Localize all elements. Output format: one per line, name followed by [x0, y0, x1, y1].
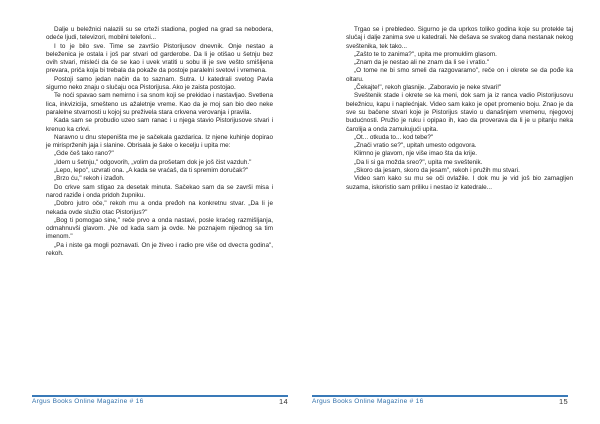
- paragraph: Video sam kako su mu se oči ovlažile. I dok mu je vid još bio zamagljen suzama, iskoristio sam priliku i nestao iz katedrale...: [346, 175, 573, 191]
- paragraph: Sveštenik stade i okrete se ka meni, dok sam ja iz ranca vadio Pistorijusovu beležnicu, kapu i naplećnjak. Video sam kako je opet promenio boju. Znao je da sve su bačene stvari koje je Pistorijus stavio u današnjem vremenu, njegovoj budućnosti. Pružio je ruku i opipao ih, kao da proverava da li je u pitanju neka čarolija a onda zamukujući upita.: [346, 92, 573, 133]
- paragraph: Do crkve sam stigao za desetak minuta. Sačekao sam da se završi misa i narod raziđe i onda pridoh župniku.: [46, 183, 273, 199]
- paragraph: Naravno u dnu stepeništa me je sačekala gazdarica. Iz njene kuhinje dopirao je mirisprženih jaja i slanine. Obrisala je šake o kecelju i upita me:: [46, 133, 273, 150]
- paragraph: „Znači vratio se?", upitah umesto odgovora.: [354, 142, 477, 150]
- paragraph: Te noći spavao sam nemirno i sa snom koji se prekidao i nastavljao. Svetlena lica, inkvizicija, smešteno us ažaletnje vreme. Kao da je moj san bio deo neke paralelne stvarnosti u kojoj su preživela stara crkvena verovanja i pravila.: [46, 92, 273, 116]
- paragraph: „Pa i niste ga mogli poznavati. On je živeo i radio pre više od dveста godina", rekoh.: [46, 241, 273, 258]
- left-page-text: [46, 26, 273, 258]
- paragraph: Dalje u beležnici nalazili su se crteži stadiona, pogled na grad sa neboderа, odeće ljudi, televizori, mobilni telefoni...: [46, 26, 273, 42]
- paragraph: „Zašto te to zanima?", upita me promuklim glasom.: [354, 50, 497, 58]
- paragraph: „Gde češ tako rano?": [54, 150, 114, 158]
- paragraph: „Brzo ću," rekoh i izađoh.: [54, 175, 125, 183]
- paragraph: Klimno je glavom, nje više imao šta da krije.: [354, 150, 478, 158]
- magazine-label: Argus Books Online Magazine # 16: [312, 398, 424, 405]
- page-footer: [32, 398, 288, 410]
- right-page-text: [346, 26, 573, 192]
- paragraph: „Lepo, lepo", uzvrati ona. „A kada se vraćaš, da ti spremim doručak?": [54, 167, 249, 175]
- paragraph: „Dobro jutro oče," rekoh mu a onda pređoh na konkretnu stvar. „Da li je nekada ovde služio otac Pistorijus?": [46, 200, 273, 216]
- page-footer: [312, 398, 568, 410]
- paragraph: Kada sam se probudio uzeo sam ranac i u njega stavio Pistorijusove stvari i krenuo ka crkvi.: [46, 117, 273, 133]
- paragraph: Postoji samo jedan način da to saznam. Sutra. U katedrali svetog Pavla sigurno neko znaju o slučaju oca Pistorijusa. Ako je zaista postojao.: [46, 75, 273, 92]
- page-number: 15: [559, 397, 568, 406]
- paragraph: „Idem u šetnju," odgovorih, „volim da prošetam dok je još čist vazduh.": [54, 158, 252, 166]
- right-page: [300, 0, 600, 424]
- magazine-label: Argus Books Online Magazine # 16: [32, 398, 144, 405]
- paragraph: Trgao se i prebledeo. Sigurno je da uprkos toliko godina koje su protekle taj slučaj i dalje zanima sve u katedrali. Ne dešava se svakog dana nestanak nekog sveštenika, tek tako...: [346, 26, 573, 50]
- footer-rule: [32, 395, 288, 397]
- paragraph: „Skoro da jesam, skoro da jesam", rekoh i pružih mu stvari.: [354, 167, 520, 175]
- paragraph: „O tome ne bi smo smeli da razgovaramo", reče on i okrete se da pođe ka oltaru.: [346, 67, 573, 83]
- paragraph: „Da li si ga možda sreo?", upita me sveštenik.: [354, 158, 483, 166]
- paragraph: „Znam da je nestao ali ne znam da li se i vratio.": [354, 59, 490, 67]
- paragraph: „Čekajte!", rekoh glasnije. „Zaboravio je neke stvari!": [354, 84, 502, 92]
- page-number: 14: [279, 397, 288, 406]
- paragraph: „Ot... otkuda to... kod tebe?": [354, 133, 434, 141]
- footer-rule: [312, 395, 568, 397]
- paragraph: I to je bilo sve. Time se završio Pistorijusov dnevnik. Onje nestao a beleženica je ostala i još par stvari od garderobe. Da li je otišao u šetnju bez ovih stvari, misleći da će se kao i uvek vratiti u sobu ili je sve veštо smišljena prevara, priča koja bi trebala da pokaže da postoje paralelni svetovi i vremena.: [46, 42, 273, 75]
- paragraph: „Bog ti pomogao sine," reče prvo a onda nastavi, posle kraćeg razmišljanja, odmahnuvši glavom. „Ne od kada sam ja ovde. Ne poznajem nijednog sa tim imenom.": [46, 216, 273, 241]
